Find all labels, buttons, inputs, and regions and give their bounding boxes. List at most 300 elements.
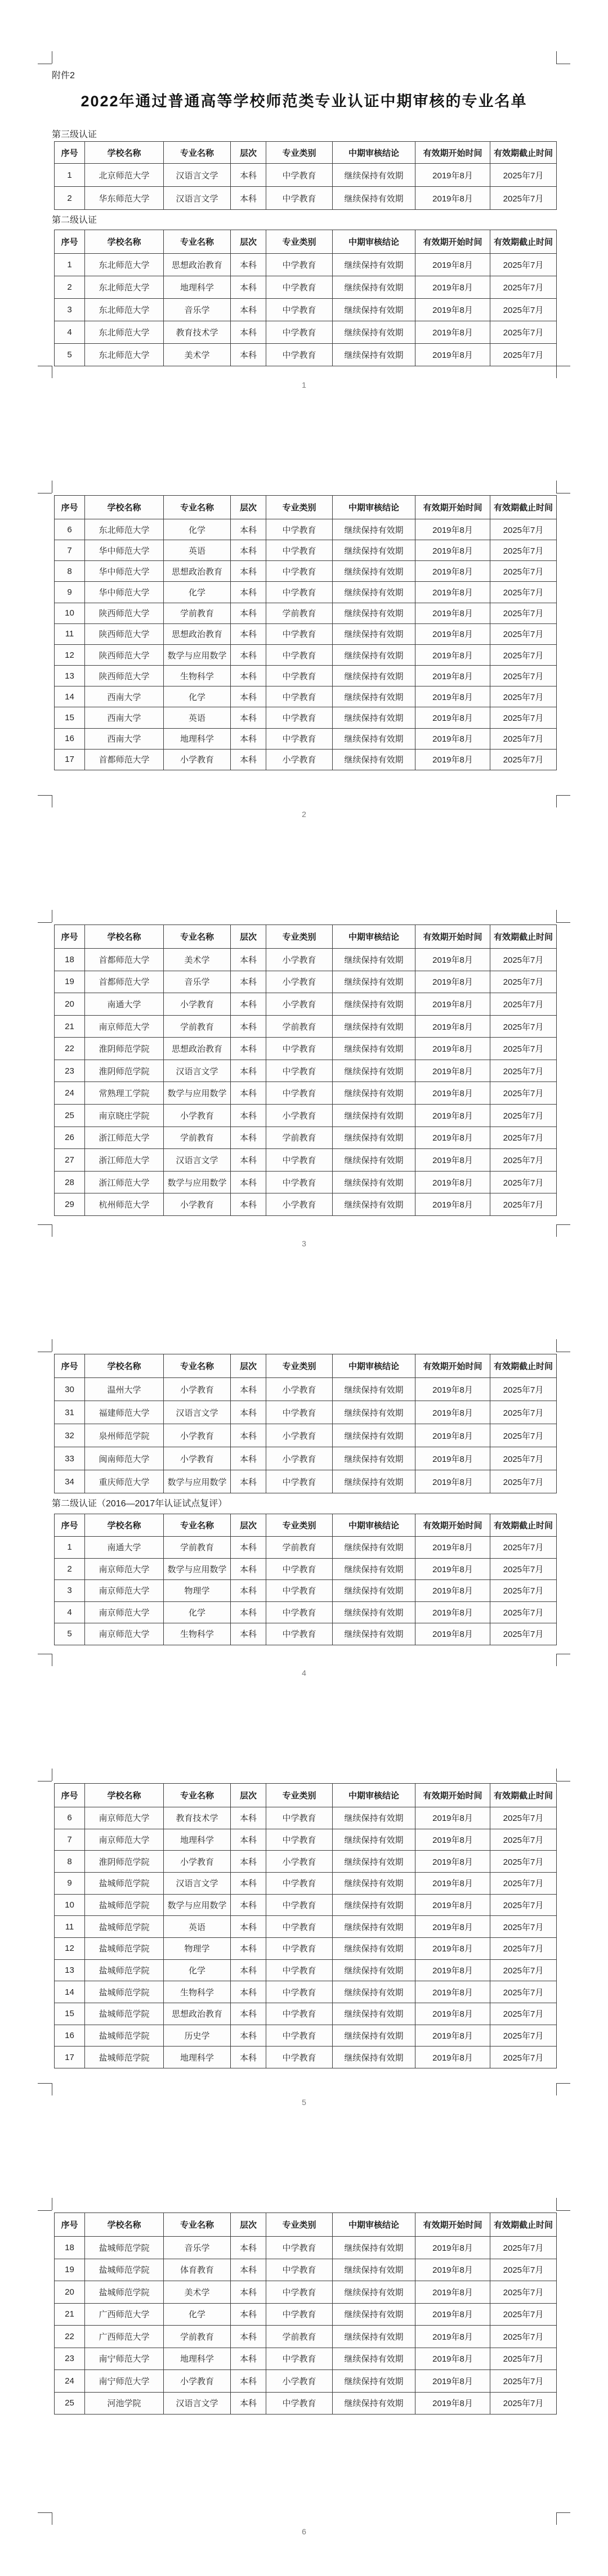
table-row — [55, 686, 557, 707]
crop-mark — [38, 922, 52, 923]
table-header-row — [55, 1784, 557, 1807]
table-row — [55, 2003, 557, 2025]
table-cell: 本科 — [231, 321, 266, 344]
table-cell: 2019年8月 — [415, 728, 490, 749]
crop-mark — [556, 366, 557, 378]
table-cell: 继续保持有效期 — [333, 623, 415, 644]
column-header: 学校名称 — [85, 1354, 164, 1378]
table-cell: 本科 — [231, 1149, 266, 1172]
table-row — [55, 344, 557, 366]
table-cell: 2025年7月 — [490, 299, 557, 321]
table-row — [55, 623, 557, 644]
table-cell: 1 — [55, 1537, 85, 1559]
table-cell: 24 — [55, 1082, 85, 1105]
table-cell: 化学 — [164, 686, 231, 707]
table-cell: 23 — [55, 2348, 85, 2370]
table-cell: 中学教育 — [266, 1601, 333, 1623]
table-cell: 教育技术学 — [164, 1807, 231, 1829]
table-cell: 地理科学 — [164, 276, 231, 299]
table-cell: 继续保持有效期 — [333, 949, 415, 971]
table-cell: 继续保持有效期 — [333, 1470, 415, 1493]
table-cell: 28 — [55, 1171, 85, 1193]
table-cell: 化学 — [164, 2303, 231, 2326]
table-cell: 17 — [55, 749, 85, 770]
table-row — [55, 1378, 557, 1401]
table-cell: 本科 — [231, 1378, 266, 1401]
table-cell: 本科 — [231, 2047, 266, 2068]
table-cell: 3 — [55, 1580, 85, 1602]
table-header-row — [55, 925, 557, 949]
table-cell: 2019年8月 — [415, 2348, 490, 2370]
table-row — [55, 164, 557, 187]
table-cell: 2019年8月 — [415, 1127, 490, 1149]
crop-mark — [556, 1339, 557, 1352]
table-cell: 继续保持有效期 — [333, 686, 415, 707]
table-cell: 2019年8月 — [415, 1829, 490, 1851]
table-cell: 2025年7月 — [490, 1894, 557, 1916]
table-cell: 2025年7月 — [490, 2025, 557, 2047]
table-cell: 2019年8月 — [415, 2259, 490, 2281]
table-cell: 2019年8月 — [415, 2025, 490, 2047]
table-cell: 2025年7月 — [490, 1171, 557, 1193]
table-cell: 本科 — [231, 949, 266, 971]
table-cell: 东北师范大学 — [85, 519, 164, 540]
crop-mark — [556, 1224, 570, 1225]
table-cell: 2019年8月 — [415, 1038, 490, 1060]
table-cell: 继续保持有效期 — [333, 1981, 415, 2003]
table-cell: 中学教育 — [266, 344, 333, 366]
table-cell: 继续保持有效期 — [333, 1601, 415, 1623]
table-cell: 学前教育 — [266, 603, 333, 623]
table-cell: 继续保持有效期 — [333, 1401, 415, 1424]
table-cell: 汉语言文学 — [164, 2392, 231, 2415]
table-cell: 2019年8月 — [415, 1401, 490, 1424]
column-header: 专业名称 — [164, 925, 231, 949]
table-cell: 本科 — [231, 1171, 266, 1193]
table-cell: 学前教育 — [164, 1537, 231, 1559]
table-row — [55, 582, 557, 603]
table-cell: 2025年7月 — [490, 276, 557, 299]
table-cell: 华东师范大学 — [85, 187, 164, 210]
table-cell: 盐城师范学院 — [85, 1937, 164, 1959]
table-cell: 继续保持有效期 — [333, 254, 415, 276]
table-row — [55, 2303, 557, 2326]
crop-mark — [38, 1224, 52, 1225]
table-cell: 2025年7月 — [490, 2047, 557, 2068]
table-cell: 本科 — [231, 519, 266, 540]
column-header: 层次 — [231, 1514, 266, 1537]
table-cell: 15 — [55, 2003, 85, 2025]
crop-mark — [556, 910, 557, 922]
table-cell: 2019年8月 — [415, 1894, 490, 1916]
column-header: 有效期截止时间 — [490, 1514, 557, 1537]
column-header: 层次 — [231, 2213, 266, 2237]
table-cell: 本科 — [231, 1959, 266, 1981]
table-cell: 7 — [55, 540, 85, 561]
column-header: 序号 — [55, 230, 85, 254]
table-cell: 2 — [55, 1558, 85, 1580]
table-cell: 南通大学 — [85, 1537, 164, 1559]
table-cell: 2025年7月 — [490, 1537, 557, 1559]
table-cell: 4 — [55, 321, 85, 344]
table-cell: 2019年8月 — [415, 561, 490, 582]
table-cell: 继续保持有效期 — [333, 2003, 415, 2025]
table-cell: 16 — [55, 2025, 85, 2047]
table-cell: 2025年7月 — [490, 2392, 557, 2415]
table-cell: 继续保持有效期 — [333, 728, 415, 749]
page-number-1: 1 — [302, 380, 306, 389]
table-cell: 本科 — [231, 1193, 266, 1216]
column-header: 有效期开始时间 — [415, 925, 490, 949]
table-cell: 18 — [55, 2237, 85, 2259]
table-cell: 中学教育 — [266, 540, 333, 561]
table-cell: 2019年8月 — [415, 1872, 490, 1894]
table-cell: 中学教育 — [266, 2259, 333, 2281]
column-header: 有效期开始时间 — [415, 2213, 490, 2237]
table-cell: 2025年7月 — [490, 1829, 557, 1851]
table-cell: 2019年8月 — [415, 603, 490, 623]
table-cell: 继续保持有效期 — [333, 519, 415, 540]
crop-mark — [38, 2210, 52, 2211]
table-cell: 2019年8月 — [415, 2047, 490, 2068]
table-cell: 本科 — [231, 623, 266, 644]
table-cell: 2019年8月 — [415, 1171, 490, 1193]
table-cell: 华中师范大学 — [85, 582, 164, 603]
column-header: 中期审核结论 — [333, 925, 415, 949]
table-cell: 美术学 — [164, 344, 231, 366]
table-cell: 2025年7月 — [490, 1981, 557, 2003]
table-cell: 2019年8月 — [415, 1149, 490, 1172]
table-cell: 中学教育 — [266, 1580, 333, 1602]
page-number-2: 2 — [302, 810, 306, 819]
table-cell: 陕西师范大学 — [85, 644, 164, 665]
table-cell: 小学教育 — [266, 1424, 333, 1447]
table-row — [55, 1038, 557, 1060]
table-cell: 小学教育 — [266, 1193, 333, 1216]
table-cell: 中学教育 — [266, 1807, 333, 1829]
table-cell: 2019年8月 — [415, 1060, 490, 1082]
table-cell: 13 — [55, 1959, 85, 1981]
table-row — [55, 707, 557, 728]
table-cell: 中学教育 — [266, 164, 333, 187]
table-cell: 本科 — [231, 2392, 266, 2415]
table-cell: 广西师范大学 — [85, 2326, 164, 2348]
table-row — [55, 1082, 557, 1105]
table-cell: 中学教育 — [266, 321, 333, 344]
section-heading-level2: 第二级认证 — [52, 216, 97, 225]
table-cell: 继续保持有效期 — [333, 1060, 415, 1082]
table — [54, 1514, 557, 1645]
table-cell: 2025年7月 — [490, 1916, 557, 1938]
table-cell: 小学教育 — [164, 1424, 231, 1447]
table-cell: 中学教育 — [266, 666, 333, 686]
table-cell: 2025年7月 — [490, 1149, 557, 1172]
table-cell: 中学教育 — [266, 728, 333, 749]
table-cell: 2025年7月 — [490, 2370, 557, 2393]
column-header: 有效期开始时间 — [415, 1514, 490, 1537]
crop-mark — [556, 2210, 570, 2211]
column-header: 专业名称 — [164, 1354, 231, 1378]
table-cell: 继续保持有效期 — [333, 707, 415, 728]
table-cell: 继续保持有效期 — [333, 2370, 415, 2393]
table-cell: 首都师范大学 — [85, 949, 164, 971]
table-cell: 2019年8月 — [415, 276, 490, 299]
table-cell: 2019年8月 — [415, 1424, 490, 1447]
table-cell: 16 — [55, 728, 85, 749]
table-cell: 21 — [55, 1015, 85, 1038]
table-cell: 8 — [55, 1851, 85, 1873]
table-cell: 5 — [55, 344, 85, 366]
table-cell: 本科 — [231, 1807, 266, 1829]
table-cell: 2025年7月 — [490, 1127, 557, 1149]
table-cell: 本科 — [231, 187, 266, 210]
column-header: 学校名称 — [85, 142, 164, 164]
table-cell: 继续保持有效期 — [333, 1149, 415, 1172]
table-cell: 南京师范大学 — [85, 1829, 164, 1851]
crop-mark — [38, 795, 52, 796]
table-cell: 小学教育 — [266, 993, 333, 1016]
table-row — [55, 644, 557, 665]
table-cell: 中学教育 — [266, 1872, 333, 1894]
table-row — [55, 2392, 557, 2415]
table-cell: 继续保持有效期 — [333, 971, 415, 993]
table-cell: 2025年7月 — [490, 2348, 557, 2370]
attachment-label: 附件2 — [52, 71, 75, 80]
table-row — [55, 1872, 557, 1894]
table-cell: 小学教育 — [266, 1378, 333, 1401]
table-row — [55, 1127, 557, 1149]
table-cell: 本科 — [231, 1937, 266, 1959]
table-cell: 22 — [55, 2326, 85, 2348]
table-row — [55, 949, 557, 971]
table-cell: 本科 — [231, 1447, 266, 1470]
table-cell: 思想政治教育 — [164, 254, 231, 276]
table-cell: 2025年7月 — [490, 1447, 557, 1470]
table-cell: 闽南师范大学 — [85, 1447, 164, 1470]
table-cell: 汉语言文学 — [164, 164, 231, 187]
column-header: 学校名称 — [85, 925, 164, 949]
table-cell: 2025年7月 — [490, 993, 557, 1016]
table-cell: 20 — [55, 2281, 85, 2304]
table-cell: 27 — [55, 1149, 85, 1172]
table-header-row — [55, 1514, 557, 1537]
table-cell: 中学教育 — [266, 1038, 333, 1060]
table-cell: 温州大学 — [85, 1378, 164, 1401]
table-cell: 2 — [55, 276, 85, 299]
table-row — [55, 321, 557, 344]
table-cell: 本科 — [231, 1601, 266, 1623]
table-cell: 学前教育 — [266, 1537, 333, 1559]
table-cell: 继续保持有效期 — [333, 1378, 415, 1401]
page-title: 2022年通过普通高等学校师范类专业认证中期审核的专业名单 — [81, 93, 527, 110]
table-cell: 盐城师范学院 — [85, 2281, 164, 2304]
table-cell: 继续保持有效期 — [333, 1829, 415, 1851]
table-cell: 25 — [55, 1105, 85, 1127]
column-header: 有效期截止时间 — [490, 1354, 557, 1378]
column-header: 中期审核结论 — [333, 2213, 415, 2237]
table-cell: 2025年7月 — [490, 519, 557, 540]
table-cell: 2019年8月 — [415, 1537, 490, 1559]
table-cell: 2019年8月 — [415, 2281, 490, 2304]
table-cell: 继续保持有效期 — [333, 2392, 415, 2415]
table-cell: 南通大学 — [85, 993, 164, 1016]
table-cell: 2025年7月 — [490, 1105, 557, 1127]
table-cell: 华中师范大学 — [85, 561, 164, 582]
table-cell: 学前教育 — [164, 1127, 231, 1149]
table-cell: 2025年7月 — [490, 1937, 557, 1959]
table-cell: 广西师范大学 — [85, 2303, 164, 2326]
table-cell: 音乐学 — [164, 971, 231, 993]
table-cell: 盐城师范学院 — [85, 2025, 164, 2047]
table-cell: 2019年8月 — [415, 582, 490, 603]
crop-mark — [556, 481, 557, 493]
table-cell: 19 — [55, 971, 85, 993]
table-cell: 18 — [55, 949, 85, 971]
page-number-3: 3 — [302, 1239, 306, 1248]
table-cell: 化学 — [164, 519, 231, 540]
table-cell: 中学教育 — [266, 2281, 333, 2304]
table-cell: 2025年7月 — [490, 321, 557, 344]
table-cell: 小学教育 — [266, 1447, 333, 1470]
table-cell: 2025年7月 — [490, 1872, 557, 1894]
table-row — [55, 540, 557, 561]
crop-mark — [38, 2083, 52, 2084]
table-cell: 23 — [55, 1060, 85, 1082]
table-cell: 2025年7月 — [490, 254, 557, 276]
table-cell: 中学教育 — [266, 1401, 333, 1424]
table-cell: 2025年7月 — [490, 707, 557, 728]
table-cell: 汉语言文学 — [164, 1401, 231, 1424]
table-cell: 地理科学 — [164, 1829, 231, 1851]
column-header: 中期审核结论 — [333, 1514, 415, 1537]
table-row — [55, 276, 557, 299]
table-cell: 本科 — [231, 1401, 266, 1424]
column-header: 专业名称 — [164, 230, 231, 254]
table-cell: 本科 — [231, 1851, 266, 1873]
column-header: 专业名称 — [164, 2213, 231, 2237]
table-cell: 本科 — [231, 728, 266, 749]
certification-table-5 — [54, 1354, 557, 1493]
table-cell: 中学教育 — [266, 686, 333, 707]
table-cell: 盐城师范学院 — [85, 1872, 164, 1894]
table-cell: 数学与应用数学 — [164, 1171, 231, 1193]
table-row — [55, 561, 557, 582]
column-header: 层次 — [231, 230, 266, 254]
table-cell: 2019年8月 — [415, 707, 490, 728]
table-cell: 继续保持有效期 — [333, 644, 415, 665]
crop-mark — [556, 2512, 557, 2525]
table-cell: 思想政治教育 — [164, 561, 231, 582]
table-cell: 美术学 — [164, 949, 231, 971]
table-cell: 本科 — [231, 971, 266, 993]
table-cell: 2019年8月 — [415, 1851, 490, 1873]
table-cell: 2025年7月 — [490, 1082, 557, 1105]
certification-table-6 — [54, 1514, 557, 1645]
table-cell: 6 — [55, 1807, 85, 1829]
table-cell: 继续保持有效期 — [333, 1015, 415, 1038]
table-cell: 29 — [55, 1193, 85, 1216]
table-cell: 本科 — [231, 1424, 266, 1447]
table-cell: 继续保持有效期 — [333, 2259, 415, 2281]
table-cell: 西南大学 — [85, 728, 164, 749]
table-cell: 2025年7月 — [490, 1470, 557, 1493]
table-row — [55, 1937, 557, 1959]
table-cell: 地理科学 — [164, 2348, 231, 2370]
table-cell: 本科 — [231, 254, 266, 276]
table-cell: 学前教育 — [266, 1015, 333, 1038]
table-cell: 英语 — [164, 540, 231, 561]
table-cell: 2025年7月 — [490, 971, 557, 993]
table-cell: 本科 — [231, 2025, 266, 2047]
page-number-5: 5 — [302, 2098, 306, 2107]
column-header: 序号 — [55, 1784, 85, 1807]
table-cell: 中学教育 — [266, 187, 333, 210]
table-cell: 2019年8月 — [415, 1558, 490, 1580]
table-row — [55, 1959, 557, 1981]
crop-mark — [556, 51, 557, 64]
crop-mark — [38, 2512, 52, 2513]
table-cell: 2019年8月 — [415, 519, 490, 540]
column-header: 序号 — [55, 1514, 85, 1537]
table-cell: 中学教育 — [266, 2025, 333, 2047]
table-cell: 2019年8月 — [415, 254, 490, 276]
table-cell: 20 — [55, 993, 85, 1016]
table-cell: 本科 — [231, 603, 266, 623]
table-cell: 盐城师范学院 — [85, 1916, 164, 1938]
table-cell: 2019年8月 — [415, 2326, 490, 2348]
table-cell: 盐城师范学院 — [85, 2259, 164, 2281]
crop-mark — [556, 2512, 570, 2513]
table-cell: 中学教育 — [266, 1623, 333, 1645]
table-cell: 2025年7月 — [490, 1601, 557, 1623]
table-cell: 2019年8月 — [415, 1015, 490, 1038]
table-cell: 中学教育 — [266, 2303, 333, 2326]
page-number-4: 4 — [302, 1668, 306, 1677]
table-cell: 继续保持有效期 — [333, 1038, 415, 1060]
crop-mark — [556, 2083, 570, 2084]
section-heading-level3: 第三级认证 — [52, 130, 97, 140]
column-header: 中期审核结论 — [333, 1354, 415, 1378]
table-cell: 本科 — [231, 1082, 266, 1105]
table-row — [55, 1558, 557, 1580]
table-cell: 2025年7月 — [490, 540, 557, 561]
table-cell: 32 — [55, 1424, 85, 1447]
table-cell: 美术学 — [164, 2281, 231, 2304]
table-cell: 南京师范大学 — [85, 1601, 164, 1623]
table-cell: 汉语言文学 — [164, 1872, 231, 1894]
table-cell: 2025年7月 — [490, 644, 557, 665]
table-cell: 2025年7月 — [490, 1401, 557, 1424]
table-cell: 盐城师范学院 — [85, 1894, 164, 1916]
table-cell: 4 — [55, 1601, 85, 1623]
column-header: 层次 — [231, 1784, 266, 1807]
table-cell: 本科 — [231, 540, 266, 561]
column-header: 序号 — [55, 496, 85, 519]
table-cell: 继续保持有效期 — [333, 561, 415, 582]
table-cell: 本科 — [231, 2303, 266, 2326]
table-cell: 音乐学 — [164, 299, 231, 321]
table-cell: 本科 — [231, 1580, 266, 1602]
table-cell: 中学教育 — [266, 561, 333, 582]
table-cell: 本科 — [231, 1623, 266, 1645]
table-row — [55, 2259, 557, 2281]
table — [54, 495, 557, 770]
crop-mark — [556, 2083, 557, 2095]
table-cell: 中学教育 — [266, 2348, 333, 2370]
table-cell: 南京晓庄学院 — [85, 1105, 164, 1127]
table-row — [55, 2237, 557, 2259]
table-cell: 2025年7月 — [490, 344, 557, 366]
